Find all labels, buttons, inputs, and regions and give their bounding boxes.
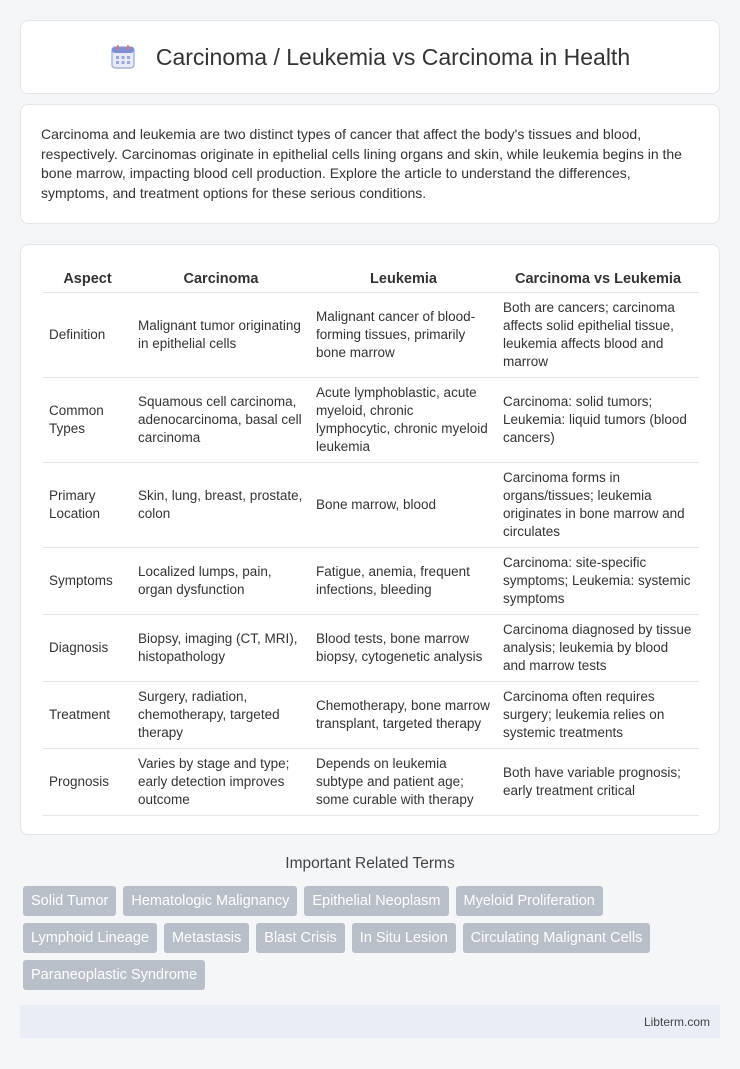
table-row	[43, 749, 699, 816]
page-title: Carcinoma / Leukemia vs Carcinoma in Health	[155, 43, 631, 70]
term-tag[interactable]: Metastasis	[164, 923, 249, 953]
table-row	[43, 378, 699, 463]
row-carcinoma: Squamous cell carcinoma, adenocarcinoma, basal cell carcinoma	[132, 378, 310, 463]
row-carcinoma: Skin, lung, breast, prostate, colon	[132, 463, 310, 548]
row-aspect: Diagnosis	[43, 615, 132, 682]
table-row	[43, 615, 699, 682]
row-leukemia: Chemotherapy, bone marrow transplant, targeted therapy	[310, 682, 497, 749]
row-leukemia: Blood tests, bone marrow biopsy, cytogenetic analysis	[310, 615, 497, 682]
footer-site-link[interactable]: Libterm.com	[643, 1014, 710, 1029]
row-carcinoma: Varies by stage and type; early detection improves outcome	[132, 749, 310, 816]
term-tag[interactable]: Paraneoplastic Syndrome	[23, 960, 205, 990]
row-comparison: Carcinoma diagnosed by tissue analysis; leukemia by blood and marrow tests	[497, 615, 699, 682]
header-aspect: Aspect	[43, 265, 132, 293]
table-row	[43, 548, 699, 615]
table-row	[43, 682, 699, 749]
term-tag[interactable]: Lymphoid Lineage	[23, 923, 157, 953]
intro-text: Carcinoma and leukemia are two distinct types of cancer that affect the body's tissues and blood, respectively. Carcinomas originate in epithelial cells lining organs and skin, while leukemia begins in the bone marrow, impacting blood cell production. Explore the article to understand the differences, symptoms, and treatment options for these serious conditions.	[41, 126, 682, 201]
calendar-icon	[110, 44, 136, 70]
header-leukemia: Leukemia	[310, 265, 497, 293]
row-comparison: Carcinoma: solid tumors; Leukemia: liquid tumors (blood cancers)	[497, 378, 699, 463]
term-tag[interactable]: In Situ Lesion	[352, 923, 456, 953]
row-comparison: Carcinoma: site-specific symptoms; Leukemia: systemic symptoms	[497, 548, 699, 615]
row-comparison: Carcinoma forms in organs/tissues; leukemia originates in bone marrow and circulates	[497, 463, 699, 548]
header-comparison: Carcinoma vs Leukemia	[497, 265, 699, 293]
row-aspect: Treatment	[43, 682, 132, 749]
row-leukemia: Acute lymphoblastic, acute myeloid, chronic lymphocytic, chronic myeloid leukemia	[310, 378, 497, 463]
term-tag[interactable]: Blast Crisis	[256, 923, 345, 953]
row-aspect: Definition	[43, 293, 132, 378]
row-carcinoma: Biopsy, imaging (CT, MRI), histopathology	[132, 615, 310, 682]
row-aspect: Symptoms	[43, 548, 132, 615]
intro-card	[20, 104, 720, 224]
footer	[20, 1005, 720, 1038]
row-leukemia: Bone marrow, blood	[310, 463, 497, 548]
row-carcinoma: Malignant tumor originating in epithelial cells	[132, 293, 310, 378]
term-tag[interactable]: Hematologic Malignancy	[123, 886, 297, 916]
header-card	[20, 20, 720, 94]
row-carcinoma: Surgery, radiation, chemotherapy, targeted therapy	[132, 682, 310, 749]
row-comparison: Both have variable prognosis; early treatment critical	[497, 749, 699, 816]
table-row	[43, 293, 699, 378]
term-tag[interactable]: Myeloid Proliferation	[456, 886, 603, 916]
row-carcinoma: Localized lumps, pain, organ dysfunction	[132, 548, 310, 615]
table-row	[43, 463, 699, 548]
comparison-table	[43, 265, 699, 816]
related-terms-list	[23, 886, 723, 990]
term-tag[interactable]: Epithelial Neoplasm	[304, 886, 448, 916]
row-aspect: Common Types	[43, 378, 132, 463]
term-tag[interactable]: Circulating Malignant Cells	[463, 923, 651, 953]
row-leukemia: Depends on leukemia subtype and patient age; some curable with therapy	[310, 749, 497, 816]
header-carcinoma: Carcinoma	[132, 265, 310, 293]
row-leukemia: Malignant cancer of blood-forming tissues, primarily bone marrow	[310, 293, 497, 378]
row-comparison: Both are cancers; carcinoma affects solid epithelial tissue, leukemia affects blood and marrow	[497, 293, 699, 378]
table-header-row	[43, 265, 699, 293]
row-aspect: Prognosis	[43, 749, 132, 816]
row-leukemia: Fatigue, anemia, frequent infections, bleeding	[310, 548, 497, 615]
row-comparison: Carcinoma often requires surgery; leukemia relies on systemic treatments	[497, 682, 699, 749]
related-terms-title: Important Related Terms	[285, 855, 455, 872]
row-aspect: Primary Location	[43, 463, 132, 548]
term-tag[interactable]: Solid Tumor	[23, 886, 116, 916]
comparison-table-card	[20, 244, 720, 835]
